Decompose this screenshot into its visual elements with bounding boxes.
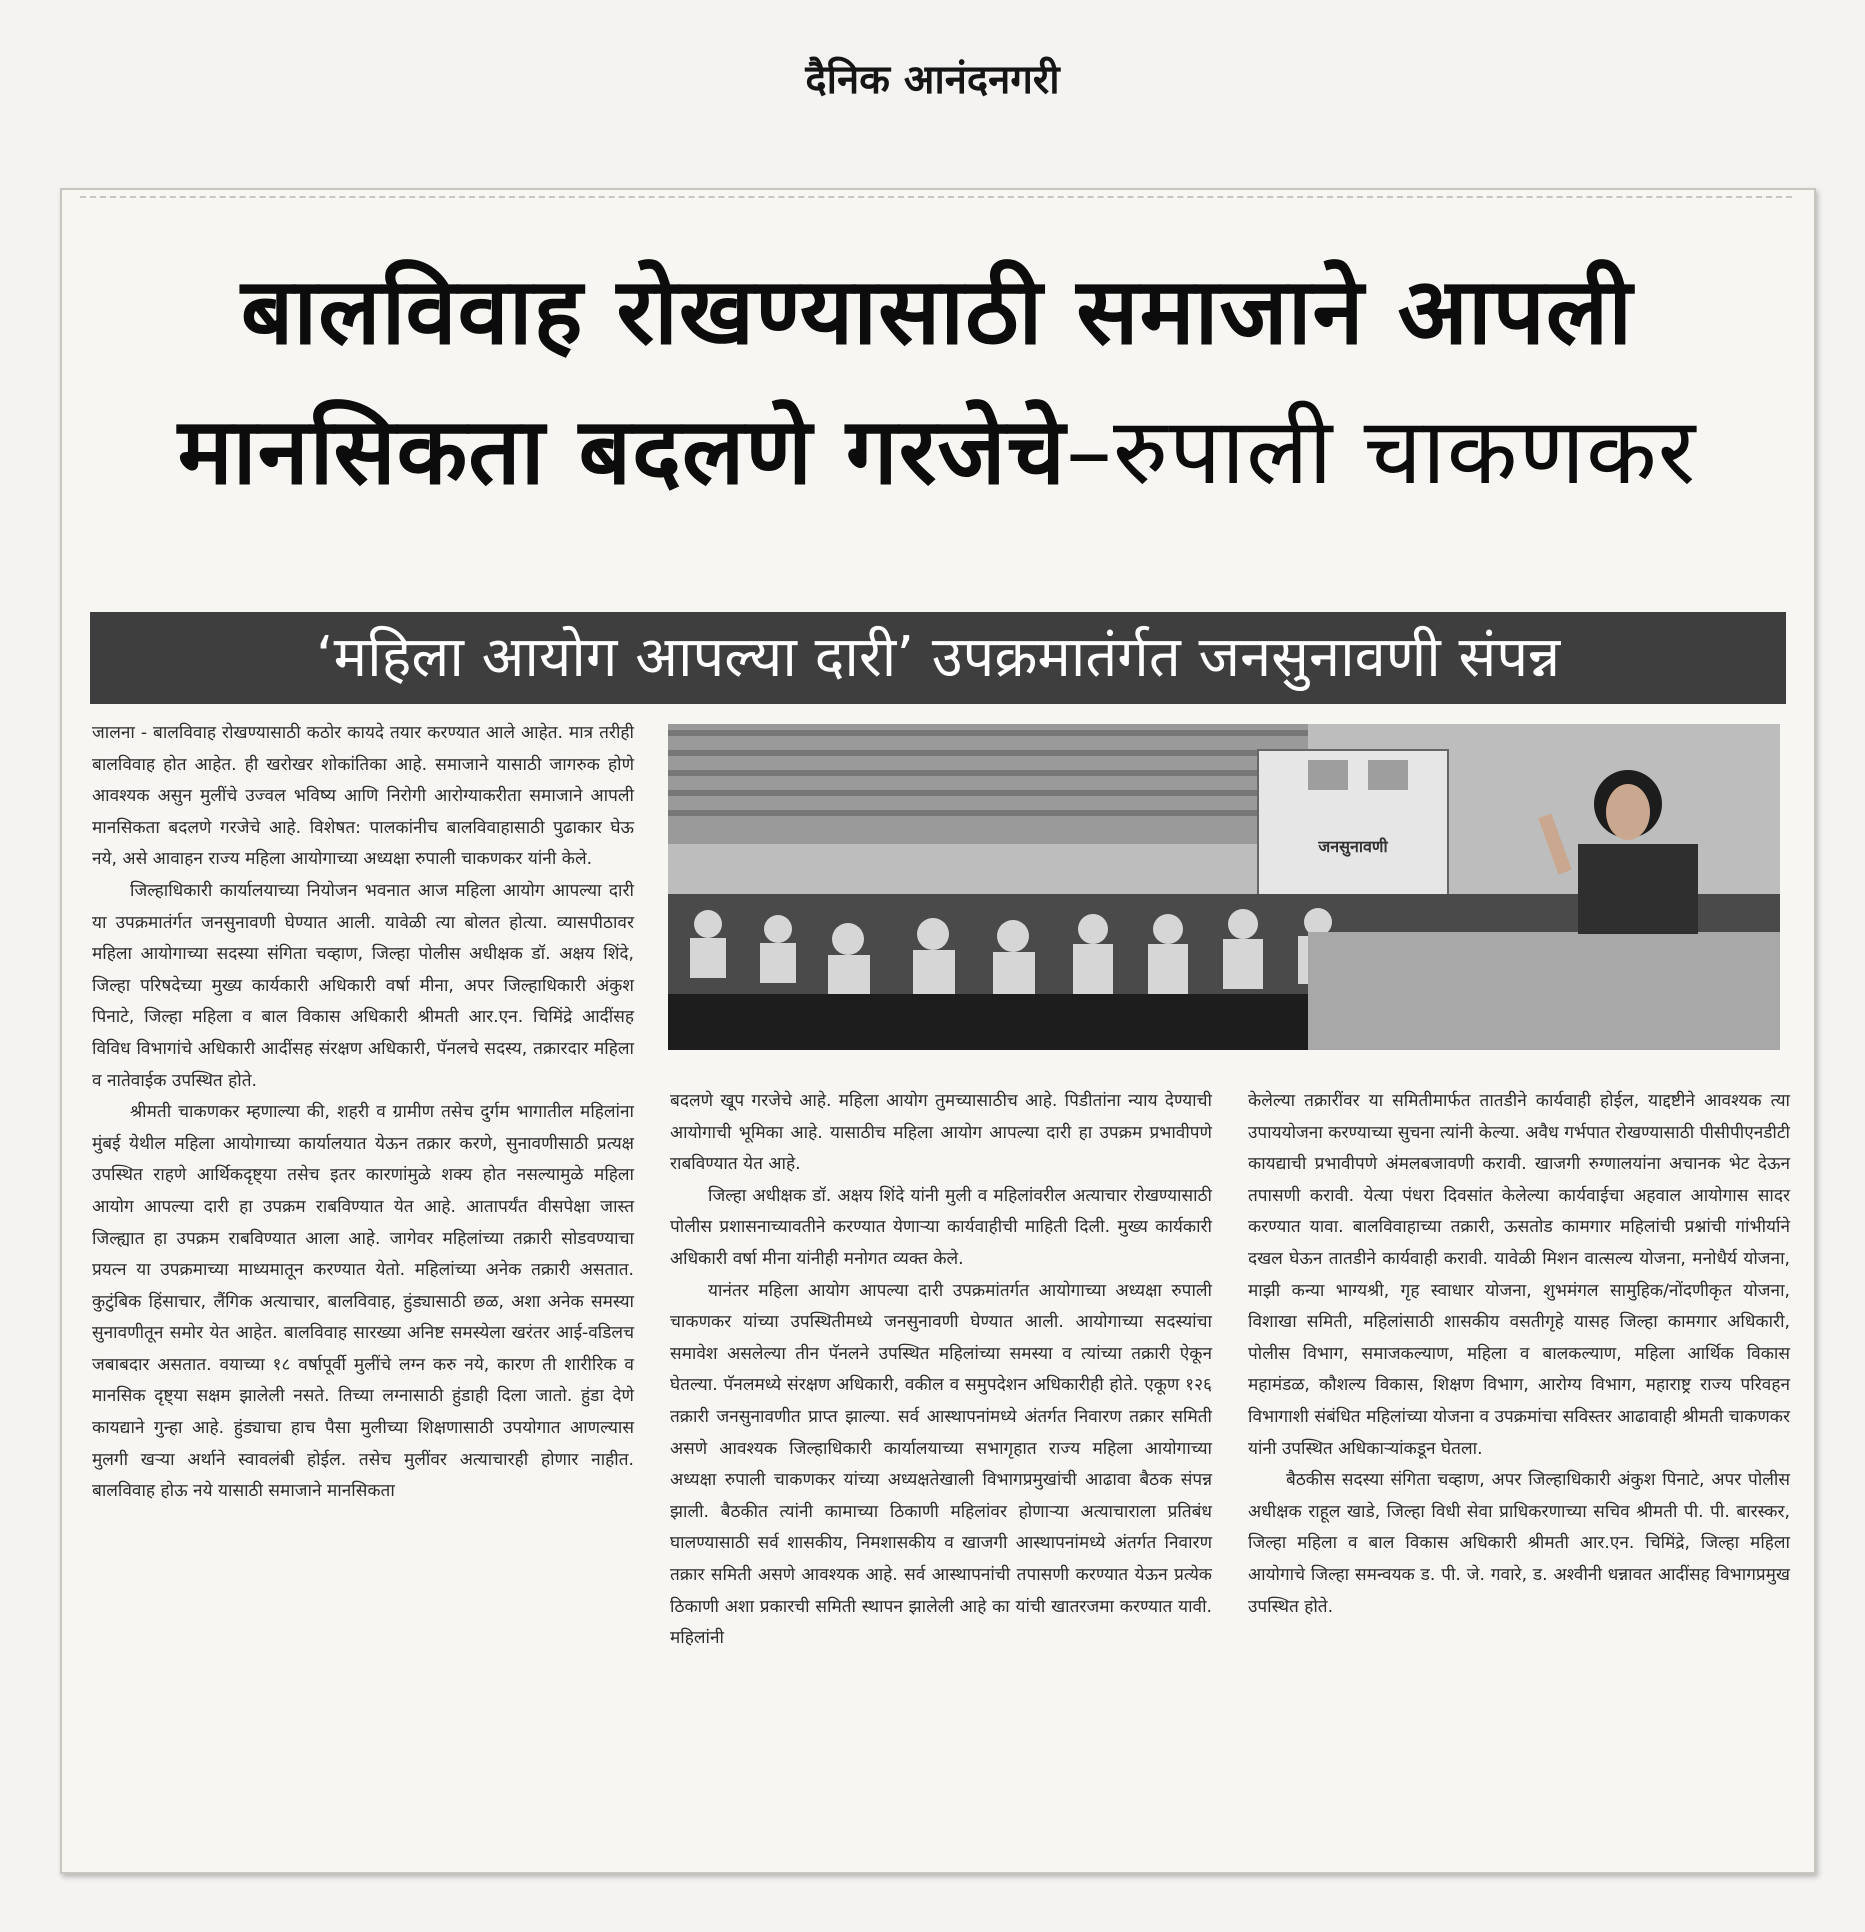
col1-paragraph-3: श्रीमती चाकणकर म्हणाल्या की, शहरी व ग्रामीण तसेच दुर्गम भागातील महिलांना मुंबई येथील महिला आयोगाच्या कार्यालयात येऊन तक्रार करणे, सुनावणीसाठी प्रत्यक्ष उपस्थित राहणे आर्थिकदृष्ट्या तसेच इतर कारणांमुळे शक्य होत नसल्यामुळे महिला आयोग आपल्या दारी हा उपक्रम राबविण्यात येत आहे. आतापर्यंत वीसपेक्षा जास्त जिल्ह्यात हा उपक्रम राबविण्यात आला आहे. जागेवर महिलांच्या तक्रारी सोडवण्याचा प्रयत्न या उपक्रमाच्या माध्यमातून करण्यात येतो. महिलांच्या अनेक तक्रारी असतात. कुटुंबिक हिंसाचार, लैंगिक अत्याचार, बालविवाह, हुंड्यासाठी छळ, अशा अनेक समस्या सुनावणीतून समोर येत आहेत. बालविवाह सारख्या अनिष्ट समस्येला खरंतर आई-वडिलच जबाबदार असतात. वयाच्या १८ वर्षापूर्वी मुलींचे लग्न करु नये, कारण ती शारीरिक व मानसिक दृष्ट्या सक्षम झालेली नसते. तिच्या लग्नासाठी हुंडाही दिला जातो. हुंडा देणे कायद्याने गुन्हा आहे. हुंड्याचा हाच पैसा मुलीच्या शिक्षणासाठी उपयोगात आणल्यास मुलगी खऱ्या अर्थाने स्वावलंबी होईल. तसेच मुलींवर अत्याचारही होणार नाहीत. बालविवाह होऊ नये यासाठी समाजाने मानसिकता — [92, 1102, 634, 1502]
event-photo — [668, 724, 1780, 1050]
photo-table — [668, 994, 1368, 1050]
col3-paragraph-2: बैठकीस सदस्या संगिता चव्हाण, अपर जिल्हाधिकारी अंकुश पिनाटे, अपर पोलीस अधीक्षक राहूल खाडे, जिल्हा विधी सेवा प्राधिकरणाच्या सचिव श्रीमती पी. पी. बारस्कर, जिल्हा महिला व बाल विकास अधिकारी श्रीमती आर.एन. चिमिंद्रे, जिल्हा महिला आयोगाचे जिल्हा समन्वयक ड. पी. जे. गवारे, ड. अश्वीनी धन्नावत आदींसह विभागप्रमुख उपस्थित होते. — [1248, 1470, 1790, 1617]
col2-paragraph-3: यानंतर महिला आयोग आपल्या दारी उपक्रमांतर्गत आयोगाच्या अध्यक्षा रुपाली चाकणकर यांच्या उपस्थितीमध्ये जनसुनावणी घेण्यात आली. आयोगाच्या सदस्यांचा समावेश असलेल्या तीन पॅनलने उपस्थित महिलांच्या समस्या व त्यांच्या तक्रारी ऐकून घेतल्या. पॅनलमध्ये संरक्षण अधिकारी, वकील व समुपदेशन अधिकारीही होते. एकूण १२६ तक्रारी जनसुनावणीत प्राप्त झाल्या. सर्व आस्थापनांमध्ये अंतर्गत निवारण तक्रार समिती असणे आवश्यक जिल्हाधिकारी कार्यालयाच्या सभागृहात राज्य महिला आयोगाच्या अध्यक्षा रुपाली चाकणकर यांच्या अध्यक्षतेखाली विभागप्रमुखांची आढावा बैठक संपन्न झाली. बैठकीत त्यांनी कामाच्या ठिकाणी महिलांवर होणाऱ्या अत्याचाराला प्रतिबंध घालण्यासाठी सर्व शासकीय, निमशासकीय व खाजगी आस्थापनांमध्ये अंतर्गत निवारण तक्रार समिती असणे आवश्यक आहे. सर्व आस्थापनांची तपासणी करण्यात येऊन प्रत्येक ठिकाणी अशा प्रकारची समिती स्थापन झालेली आहे का यांची खातरजमा करण्यात यावी. महिलांनी — [670, 1280, 1212, 1649]
photo-wall-panel — [668, 724, 1308, 844]
photo-banner-emblem-2 — [1368, 760, 1408, 790]
headline-line1: बालविवाह रोखण्यासाठी समाजाने आपली — [240, 258, 1634, 365]
col2-paragraph-2: जिल्हा अधीक्षक डॉ. अक्षय शिंदे यांनी मुली व महिलांवरील अत्याचार रोखण्यासाठी पोलीस प्रशासनाच्यावतीने करण्यात येणाऱ्या कार्यवाहीची माहिती दिली. मुख्य कार्यकारी अधिकारी वर्षा मीना यांनीही मनोगत व्यक्त केले. — [670, 1185, 1212, 1269]
photo-podium — [1308, 932, 1780, 1050]
news-clipping — [60, 188, 1816, 1874]
headline-line2 — [92, 382, 1782, 522]
headline-line2-main: मानसिकता बदलणे गरजेचे — [177, 398, 1067, 505]
col1-paragraph-1: जालना - बालविवाह रोखण्यासाठी कठोर कायदे तयार करण्यात आले आहेत. मात्र तरीही बालविवाह होत आहेत. ही खरोखर शोकांतिका आहे. समाजाने यासाठी जागरुक होणे आवश्यक असुन मुलींचे उज्वल भविष्य आणि निरोगी आरोग्याकरीता समाजाने आपली मानसिकता बदलणे गरजेचे आहे. विशेषत: पालकांनीच बालविवाहासाठी पुढाकार घेऊ नये, असे आवाहन राज्य महिला आयोगाच्या अध्यक्षा रुपाली चाकणकर यांनी केले. — [92, 723, 634, 870]
headline-byline: –रुपाली चाकणकर — [1066, 398, 1697, 505]
photo-banner-text: जनसुनावणी — [1318, 837, 1388, 856]
newspaper-masthead: दैनिक आनंदनगरी — [805, 57, 1060, 103]
col3-paragraph-1: केलेल्या तक्रारींवर या समितीमार्फत तातडीने कार्यवाही होईल, याद्दष्टीने आवश्यक त्या उपाययोजना करण्याच्या सुचना त्यांनी केल्या. अवैध गर्भपात रोखण्यासाठी पीसीपीएनडीटी कायद्याची प्रभावीपणे अंमलबजावणी करावी. खाजगी रुग्णालयांना अचानक भेट देऊन तपासणी करावी. येत्या पंधरा दिवसांत केलेल्या कार्यवाईचा अहवाल आयोगास सादर करण्यात यावा. बालविवाहाच्या तक्रारी, ऊसतोड कामगार महिलांची प्रश्नांची गांभीर्याने दखल घेऊन तातडीने कार्यवाही करावी. यावेळी मिशन वात्सल्य योजना, मनोधैर्य योजना, माझी कन्या भाग्यश्री, गृह स्वाधार योजना, शुभमंगल सामुहिक/नोंदणीकृत योजना, विशाखा समिती, महिलांसाठी शासकीय वसतीगृहे यासह जिल्हा कामगार अधिकारी, पोलीस विभाग, समाजकल्याण, महिला व बालकल्याण, महिला आर्थिक विकास महामंडळ, कौशल्य विकास, शिक्षण विभाग, आरोग्य विभाग, महाराष्ट्र राज्य परिवहन विभागाशी संबंधित महिलांच्या योजना व उपक्रमांचा सविस्तर आढावाही श्रीमती चाकणकर यांनी उपस्थित अधिकाऱ्यांकडून घेतला. — [1248, 1091, 1790, 1459]
article-column-1 — [92, 718, 634, 1508]
headline — [92, 242, 1782, 522]
photo-banner-emblem — [1308, 760, 1348, 790]
subheadline: ‘महिला आयोग आपल्या दारी’ उपक्रमातंर्गत जनसुनावणी संपन्न — [315, 625, 1561, 690]
photo-banner — [1258, 750, 1448, 900]
subheadline-bar — [90, 612, 1786, 704]
col2-paragraph-1: बदलणे खूप गरजेचे आहे. महिला आयोग तुमच्यासाठीच आहे. पिडीतांना न्याय देण्याची आयोगाची भूमिका आहे. यासाठीच महिला आयोग आपल्या दारी हा उपक्रम प्रभावीपणे राबविण्यात येत आहे. — [670, 1091, 1212, 1175]
photo-speaker-face — [1606, 784, 1650, 840]
article-column-3 — [1248, 1086, 1790, 1623]
article-column-2 — [670, 1086, 1212, 1655]
photo-speaker-body — [1578, 844, 1698, 934]
top-rule — [80, 196, 1792, 198]
col1-paragraph-2: जिल्हाधिकारी कार्यालयाच्या नियोजन भवनात आज महिला आयोग आपल्या दारी या उपक्रमातंर्गत जनसुनावणी घेण्यात आली. यावेळी त्या बोलत होत्या. व्यासपीठावर महिला आयोगाच्या सदस्या संगिता चव्हाण, जिल्हा पोलीस अधीक्षक डॉ. अक्षय शिंदे, जिल्हा परिषदेच्या मुख्य कार्यकारी अधिकारी वर्षा मीना, अपर जिल्हाधिकारी अंकुश पिनाटे, जिल्हा महिला व बाल विकास अधिकारी श्रीमती आर.एन. चिमिंद्रे आदींसह विविध विभागांचे अधिकारी आदींसह संरक्षण अधिकारी, पॅनलचे सदस्य, तक्रारदार महिला व नातेवाईक उपस्थित होते. — [92, 880, 634, 1091]
